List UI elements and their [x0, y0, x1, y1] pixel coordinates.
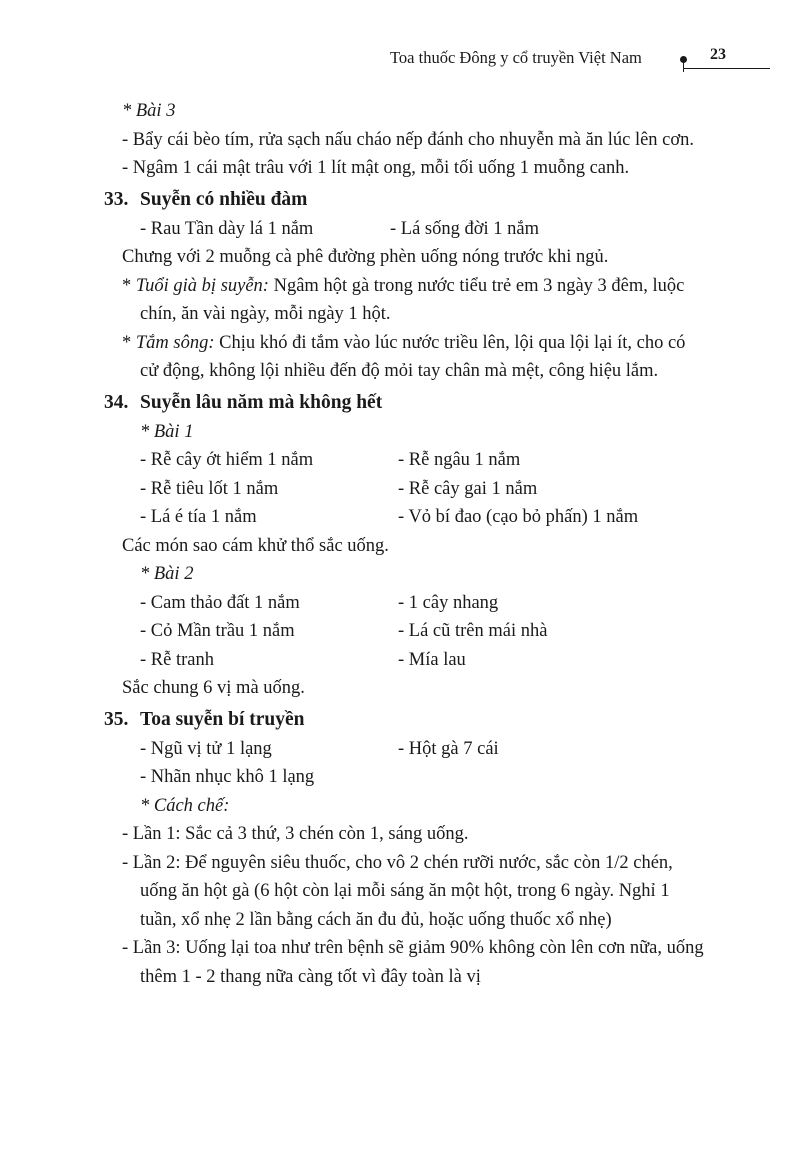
header-ornament-stem: [683, 62, 684, 72]
step-item: - Lần 3: Uống lại toa như trên bệnh sẽ giảm 90% không còn lên cơn nữa, uống thêm 1 - 2 thang nữa càng tốt vì đây toàn là vị: [122, 938, 704, 987]
section-heading-33: [104, 185, 704, 215]
ingredient-left: - Rễ cây ớt hiểm 1 nắm: [140, 450, 314, 470]
note-label: Tắm sông:: [135, 332, 215, 353]
section-number: 33.: [104, 188, 129, 210]
section-number: 34.: [104, 391, 129, 413]
page-body: [104, 97, 704, 991]
ingredient-right: - Rễ ngâu 1 nắm: [398, 450, 521, 470]
note-text: Ngâm hột gà trong nước tiểu trẻ em 3 ngày 3 đêm, luộc chín, ăn vài ngày, mỗi ngày 1 hột.: [140, 275, 685, 324]
ingredient-row: [104, 215, 704, 244]
note-river-bath: * Tắm sông: Chịu khó đi tắm vào lúc nước triều lên, lội qua lội lại ít, cho có cử động, không lội nhiều đến độ mỏi tay chân mà mệt, công hiệu lắm.: [122, 332, 686, 381]
list-item: - Bẩy cái bèo tím, rửa sạch nấu cháo nếp đánh cho nhuyễn mà ăn lúc lên cơn.: [122, 129, 695, 150]
ingredient-row: [104, 475, 704, 504]
page-number: 23: [710, 46, 726, 63]
ingredient-left: - Cam thảo đất 1 nắm: [140, 592, 300, 613]
recipe-heading-bai3: * Bài 3: [122, 101, 176, 121]
ingredient-row: [104, 617, 704, 646]
instruction-text: Sắc chung 6 vị mà uống.: [122, 678, 305, 698]
ingredient-row: [104, 503, 704, 532]
ingredient-left: - Rau Tần dày lá 1 nắm: [140, 218, 314, 239]
ingredient-right: - Lá cũ trên mái nhà: [398, 621, 548, 641]
ingredient-left: - Cỏ Mần trầu 1 nắm: [140, 621, 295, 641]
note-elderly-asthma: * Tuổi già bị suyễn: Ngâm hột gà trong nước tiểu trẻ em 3 ngày 3 đêm, luộc chín, ăn vài ngày, mỗi ngày 1 hột.: [122, 275, 685, 324]
recipe-heading-bai2: * Bài 2: [140, 564, 194, 584]
ingredient-left: - Rễ tiêu lốt 1 nắm: [140, 478, 279, 499]
note-label: Tuổi già bị suyễn:: [135, 275, 269, 296]
ingredient-left: - Lá é tía 1 nắm: [140, 507, 257, 527]
ingredient-row: [104, 446, 704, 475]
section-title: Suyễn lâu năm mà không hết: [140, 391, 383, 413]
instruction-text: Chưng với 2 muỗng cà phê đường phèn uống nóng trước khi ngủ.: [122, 247, 609, 267]
ingredient-right: - Rễ cây gai 1 nắm: [398, 478, 538, 499]
ingredient-right: - Vỏ bí đao (cạo bỏ phấn) 1 nắm: [398, 507, 639, 527]
recipe-heading-bai1: * Bài 1: [140, 421, 194, 442]
step-item: - Lần 2: Để nguyên siêu thuốc, cho vô 2 chén rưỡi nước, sắc còn 1/2 chén, uống ăn hột gà (6 hột còn lại mỗi sáng ăn một hột, trong 6 ngày. Nghỉ 1 tuần, xổ nhẹ 2 lần bằng cách ăn đu đủ, hoặc uống thuốc xổ nhẹ): [122, 852, 673, 930]
ingredient-row: [104, 589, 704, 618]
ingredient-row: [104, 646, 704, 675]
header-ornament-dot: [680, 56, 687, 63]
ingredient-right: - 1 cây nhang: [398, 592, 499, 613]
ingredient-left: - Rễ tranh: [140, 649, 214, 670]
section-number: 35.: [104, 708, 129, 730]
ingredient-right: - Lá sống đời 1 nắm: [390, 218, 540, 239]
running-header-title: Toa thuốc Đông y cổ truyền Việt Nam: [390, 48, 642, 67]
ingredient-left: - Ngũ vị tử 1 lạng: [140, 738, 272, 759]
ingredient-left: - Nhãn nhục khô 1 lạng: [140, 767, 315, 787]
ingredient-right: - Hột gà 7 cái: [398, 738, 499, 759]
instruction-text: Các món sao cám khử thổ sắc uống.: [122, 535, 389, 556]
step-item: - Lần 1: Sắc cả 3 thứ, 3 chén còn 1, sáng uống.: [122, 824, 469, 844]
header-rule: [684, 68, 770, 69]
preparation-heading: * Cách chế:: [140, 795, 230, 816]
ingredient-right: - Mía lau: [398, 649, 466, 670]
section-heading-34: [104, 388, 704, 418]
ingredient-row: [104, 735, 704, 764]
list-item: - Ngâm 1 cái mật trâu với 1 lít mật ong, mỗi tối uống 1 muỗng canh.: [122, 158, 630, 178]
section-title: Suyễn có nhiều đàm: [140, 188, 308, 210]
note-text: Chịu khó đi tắm vào lúc nước triều lên, lội qua lội lại ít, cho có cử động, không lội nhiều đến độ mỏi tay chân mà mệt, công hiệu lắm.: [140, 332, 686, 381]
section-title: Toa suyễn bí truyền: [140, 708, 305, 730]
section-heading-35: [104, 705, 704, 735]
